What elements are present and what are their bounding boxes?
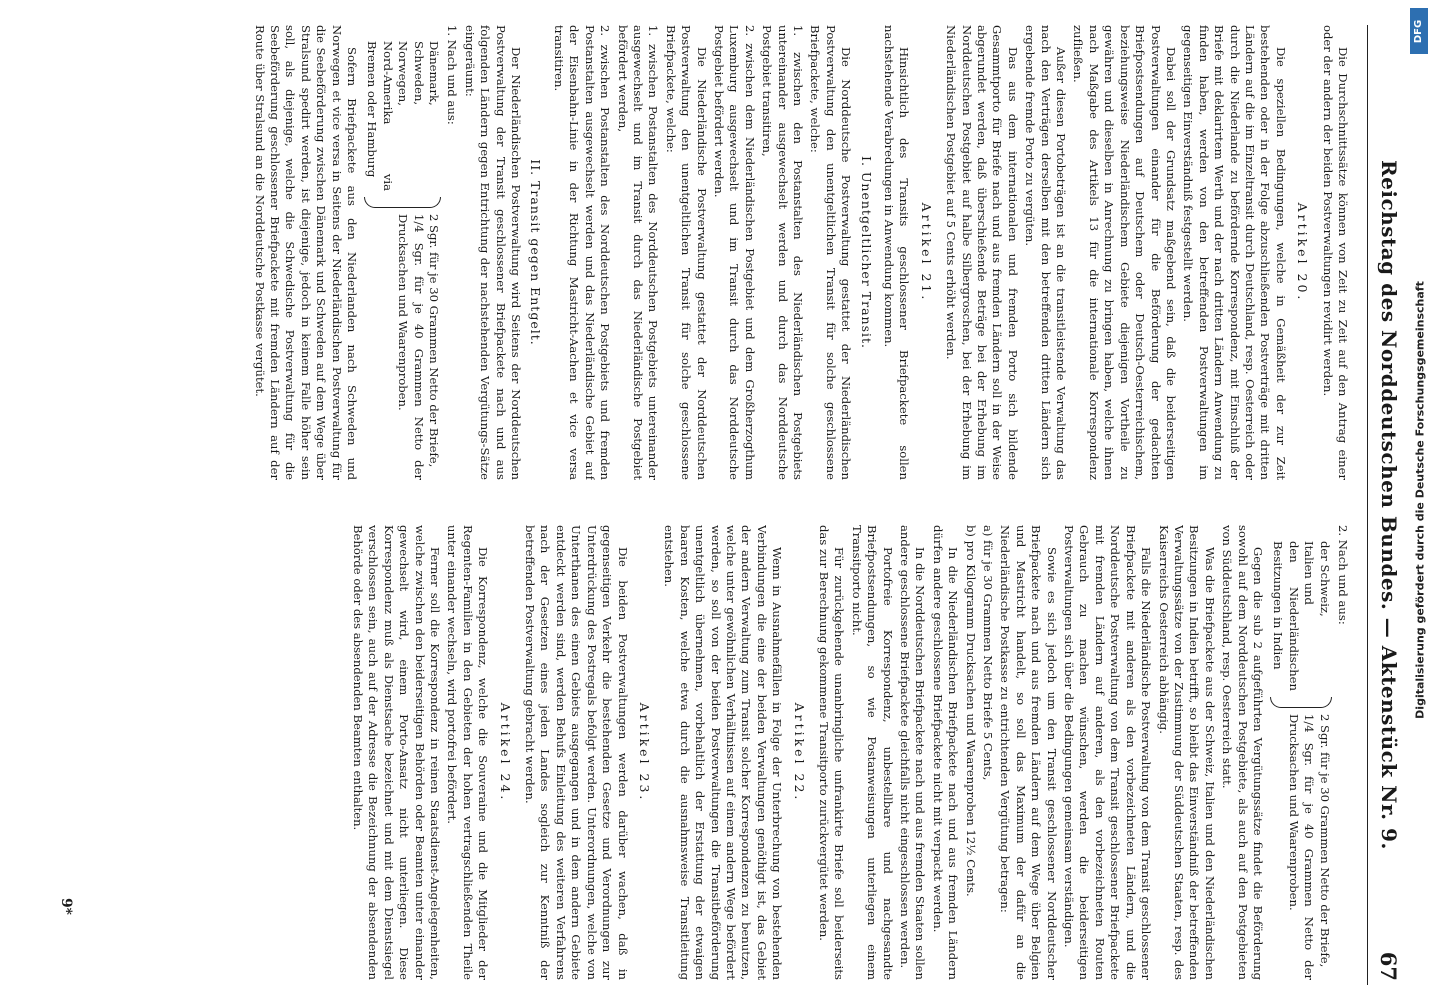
paragraph: In die Niederländischen Briefpackete nach und aus fremden Ländern dürfen andere geschlossene Briefpackete nicht mit verpackt werden. [930,525,961,980]
rotated-page [58,25,1401,985]
paragraph: Falls die Niederländische Postverwaltung von dem Transit geschlossener Briefpackete mit anderen als den vorbezeichneten Ländern, und die Norddeutsche Postverwaltung von dem Transit geschlossener Briefpackete mit fremden Ländern auf anderen, als den vorbezeichneten Routen Gebrauch zu machen wünschen, werden die beiderseitigen Postverwaltungen sich über die Bedingungen gemeinsam verständigen. [1062,525,1154,980]
article-heading: Artikel 23. [636,702,652,803]
rate-line: 2 Sgr. für je 30 Grammen Netto der Briefe, [1317,714,1332,968]
paragraph: Ferner soll die Korrespondenz in reinen Staatsdienst-Angelegenheiten, welche zwischen den beiderseitigen Behörden oder Beamten unter einander gewechselt wird, einem Porto-Ansatz nicht unterliegen. Diese Korrespondenz muß als Dienstsache bezeichnet und mit dem Dienstsiegel verschlossen sein, auch auf der Adresse die Bezeichnung der absendenden Behörde oder des absendenden Beamten enthalten. [351,525,443,980]
country-name: Nord-Amerika via Bremen oder Hamburg [365,41,395,191]
signature-mark: 9* [58,897,75,915]
country-name: der Schweiz, [1317,541,1332,617]
rate-group [1270,525,1332,980]
paragraph: Die speziellen Bedingungen, welche in Gemäßheit der zur Zeit bestehenden oder in der Folge abzuschließenden Postverträge mit dritten Ländern auf die im Einzeltransit durch Deutschland, resp. Oesterreich oder durch die Niederlande zu befördernde Korrespondenz, mit Einschluß der Briefe mit deklarirtem Werth und der nach dritten Ländern Anwendung zu finden haben, werden von den betreffenden Postverwaltungen im gegenseitigen Einverständniß festgestellt werden. [1181,25,1288,480]
article-heading: Artikel 20. [1295,202,1311,303]
country-name: den Niederländischen Besitzungen in Indien [1271,541,1301,691]
dfg-credit [1414,200,1426,800]
paragraph: Gegen die sub 2 aufgeführten Vergütungssätze findet die Beförderung sowohl auf dem Norddeutschen Postgebiete, als auch auf den Postgebieten von Süddeutschland, resp. Oesterreich statt. [1220,525,1265,980]
country-name: Dänemark, [427,41,442,106]
paragraph: Was die Briefpackete aus der Schweiz, Italien und den Niederländischen Besitzungen in Indien betrifft, so bleibt das Einverständniß der betreffenden Verwaltungssätze von der Zustimmung der Süddeutschen Staaten, resp. des Kaiserreichs Oesterreich abhängig. [1156,525,1217,980]
right-column [74,525,1350,980]
list-item: 1. zwischen den Postanstalten des Niederländischen Postgebiets untereinander ausgewechselt werden und durch das Norddeutsche Postgebiet transitiren, [760,25,805,480]
article-heading: Artikel 22. [791,702,807,803]
paragraph: Außer diesen Portobeträgen ist an die transitleistende Verwaltung das nach den Verträgen derselben mit den betreffenden dritten Ländern sich ergebende fremde Porto zu vergüten. [1023,25,1069,480]
dfg-credit-strip [1402,0,1432,1000]
curly-brace [1270,697,1332,708]
paragraph: Portofreie Korrespondenz, unbestellbare und nachgesandte Briefpostsendungen, so wie Postanweisungen unterliegen einem Transitporto nicht. [849,525,895,980]
list-item: a) für je 30 Grammen Netto Briefe 5 Cents, [981,525,996,781]
list-item: 2. zwischen Postanstalten des Norddeutschen Postgebiets und fremden Postanstalten ausgewechselt werden und das Niederländische Gebiet auf der Eisenbahn-Linie in der Richtung Mastricht-Aachen et vice versa transitiren. [551,25,613,480]
rate-line: 1/4 Sgr. für je 40 Grammen Netto der Drucksachen und Waarenproben. [396,214,426,480]
dfg-logo [1410,8,1428,54]
rate-line: 1/4 Sgr. für je 40 Grammen Netto der Drucksachen und Waarenproben. [1286,714,1317,980]
paragraph: Wenn in Ausnahmefällen in Folge der Unterbrechung von bestehenden Verbindungen die eine der beiden Verwaltungen genöthigt ist, das Gebiet der andern Verwaltung zum Transit solcher Korrespondenzen zu benutzen, welche unter gewöhnlichen Verhältnissen auf einem andern Wege befördert werden, so soll von der beiden Postverwaltungen die Transitbeförderung unentgeltlich übernehmen, vorbehaltlich der Erstattung der etwaigen baaren Kosten, welche etwa durch die ausnahmsweise Transitleitung entstehen. [662,525,785,980]
paragraph: Für zurückgehende unanbringliche unfrankirte Briefe soll beiderseits das zur Berechnung gekommene Transitporto zurückvergütet werden. [817,525,847,980]
paragraph: Die Norddeutsche Postverwaltung gestattet der Niederländischen Postverwaltung den unentgeltlichen Transit für solche geschlossene Briefpackete, welche: [808,25,854,480]
article-heading: Artikel 21. [918,202,934,303]
page-title: Reichstag des Norddeutschen Bundes. — Aktenstück Nr. 9. [1377,160,1401,850]
section-heading: I. Unentgeltlicher Transit. [858,156,874,349]
curly-brace [364,197,441,208]
paragraph: Sofern Briefpackete aus den Niederlanden nach Schweden und Norwegen et vice versa in Seitens der Niederländischen Postverwaltung für die Seebeförderung zwischen Dänemark und Schweden auf dem Wege über Stralsund spedirt werden, ist diejenige, jedoch in keinem Falle höher sein soll, als diejenige, welche die Schwedische Postverwaltung für die Seebeförderung geschlossener Briefpackete mit fremden Ländern auf der Route über Stralsund an die Norddeutsche Postkasse vergütet. [252,25,360,480]
country-name: Italien und [1302,541,1317,605]
paragraph: Hinsichtlich des Transits geschlossener Briefpackete sollen nachstehende Verabredungen in Anwendung kommen. [882,25,912,480]
list-item: 2. zwischen dem Niederländischen Postgebiet und dem Großherzogthum Luxemburg ausgewechselt und im Transit durch das Norddeutsche Postgebiet befördert werden. [711,25,757,480]
paragraph: Der Niederländischen Postverwaltung wird Seitens der Norddeutschen Postverwaltung der Transit geschlossener Briefpackete nach und aus folgenden Ländern gegen Entrichtung der nachstehenden Vergütungs-Sätze eingeräumt: [462,25,524,480]
list-item: 1. zwischen Postanstalten des Norddeutschen Postgebiets untereinander ausgewechselt und im Transit durch das Niederländische Postgebiet befördert werden, [615,25,661,480]
country-list [1270,525,1332,691]
paragraph: Dabei soll der Grundsatz maßgebend sein, daß die beiderseitigen Postverwaltungen einander für die Beförderung der gedachten Briefpostsendungen auf Deutschem oder Deutsch-Oesterreichischem, beziehungsweise Niederländischem Gebiete diejenigen Vortheile zu gewähren und dieselben in Anrechnung zu bringen haben, welche ihnen nach Maßgabe des Artikels 13 für die internationale Korrespondenz zufließen. [1071,25,1178,480]
list-item: b) pro Kilogramm Drucksachen und Waarenproben 12½ Cents. [963,525,978,897]
rate-list [1270,714,1332,980]
country-name: Schweden, [411,41,426,106]
section-heading: II. Transit gegen Entgelt. [528,159,544,346]
left-column [74,25,1350,480]
paragraph: Die Korrespondenz, welche die Souveraine und die Mitglieder der Regenten-Familien in den Gebieten der hohen vertragschließenden Theile unter einander wechseln, wird portofrei befördert. [445,525,491,980]
running-head [1367,25,1401,985]
dfg-logo-text: DFG [1413,19,1425,43]
page-number: 67 [1376,951,1401,981]
paragraph: Die Durchschnittssätze können von Zeit zu Zeit auf den Antrag einer oder der andern der beiden Postverwaltungen revidirt werden. [1320,25,1350,480]
paragraph: Sowie es sich jedoch um den Transit geschlossener Norddeutscher Briefpackete nach und aus fremden Ländern auf dem Wege über Belgien und Mastricht handelt, so soll das Maximum der dafür an die Niederländische Postkasse zu entrichtenden Vergütung betragen: [998,525,1059,980]
paragraph: Die Niederländische Postverwaltung gestattet der Norddeutschen Postverwaltung den unentgeltlichen Transit für solche geschlossene Briefpackete, welche: [663,25,709,480]
group-label: 2. Nach und aus: [1336,525,1350,625]
paragraph: Das aus dem internationalen und fremden Porto sich bildende Gesammtporto für Briefe nach und aus fremden Ländern soll in der Weise abgerundet werden, daß überschießende Beträge bei der Erhebung im Norddeutschen Postgebiet auf halbe Silbergroschen, bei der Erhebung im Niederländischen Postgebiet auf 5 Cents erhöht werden. [944,25,1020,480]
paragraph: Die beiden Postverwaltungen werden darüber wachen, daß in gegenseitigen Verkehr die bestehenden Gesetze und Verordnungen zur Unterdrückung des Postregals befolgt werden. Unterordnungen, welche von Unterthanen des einen Gebiets ausgegangen und in dem andern Gebiete entdeckt werden sind, werden Behufs Einleitung des weiteren Verfahrens nach der Gesetzen eines jeden Landes sogleich zur Kenntniß der betreffenden Postverwaltung gebracht werden. [523,525,630,980]
article-heading: Artikel 24. [497,702,513,803]
dfg-credit-text: Digitalisierung gefördert durch die Deutsche Forschungsgemeinschaft [1413,281,1427,719]
rate-list [364,214,441,480]
rate-group [364,25,441,480]
country-name: Norwegen, [396,41,411,106]
paragraph: In die Norddeutschen Briefpackete nach und aus fremden Staaten sollen andere geschlossene Briefpackete gleichfalls nicht eingeschlossen werden. [898,525,928,980]
country-list [364,25,441,191]
group-label: 1. Nach und aus: [445,25,460,125]
rate-line: 2 Sgr. für je 30 Grammen Netto der Briefe, [427,214,442,468]
